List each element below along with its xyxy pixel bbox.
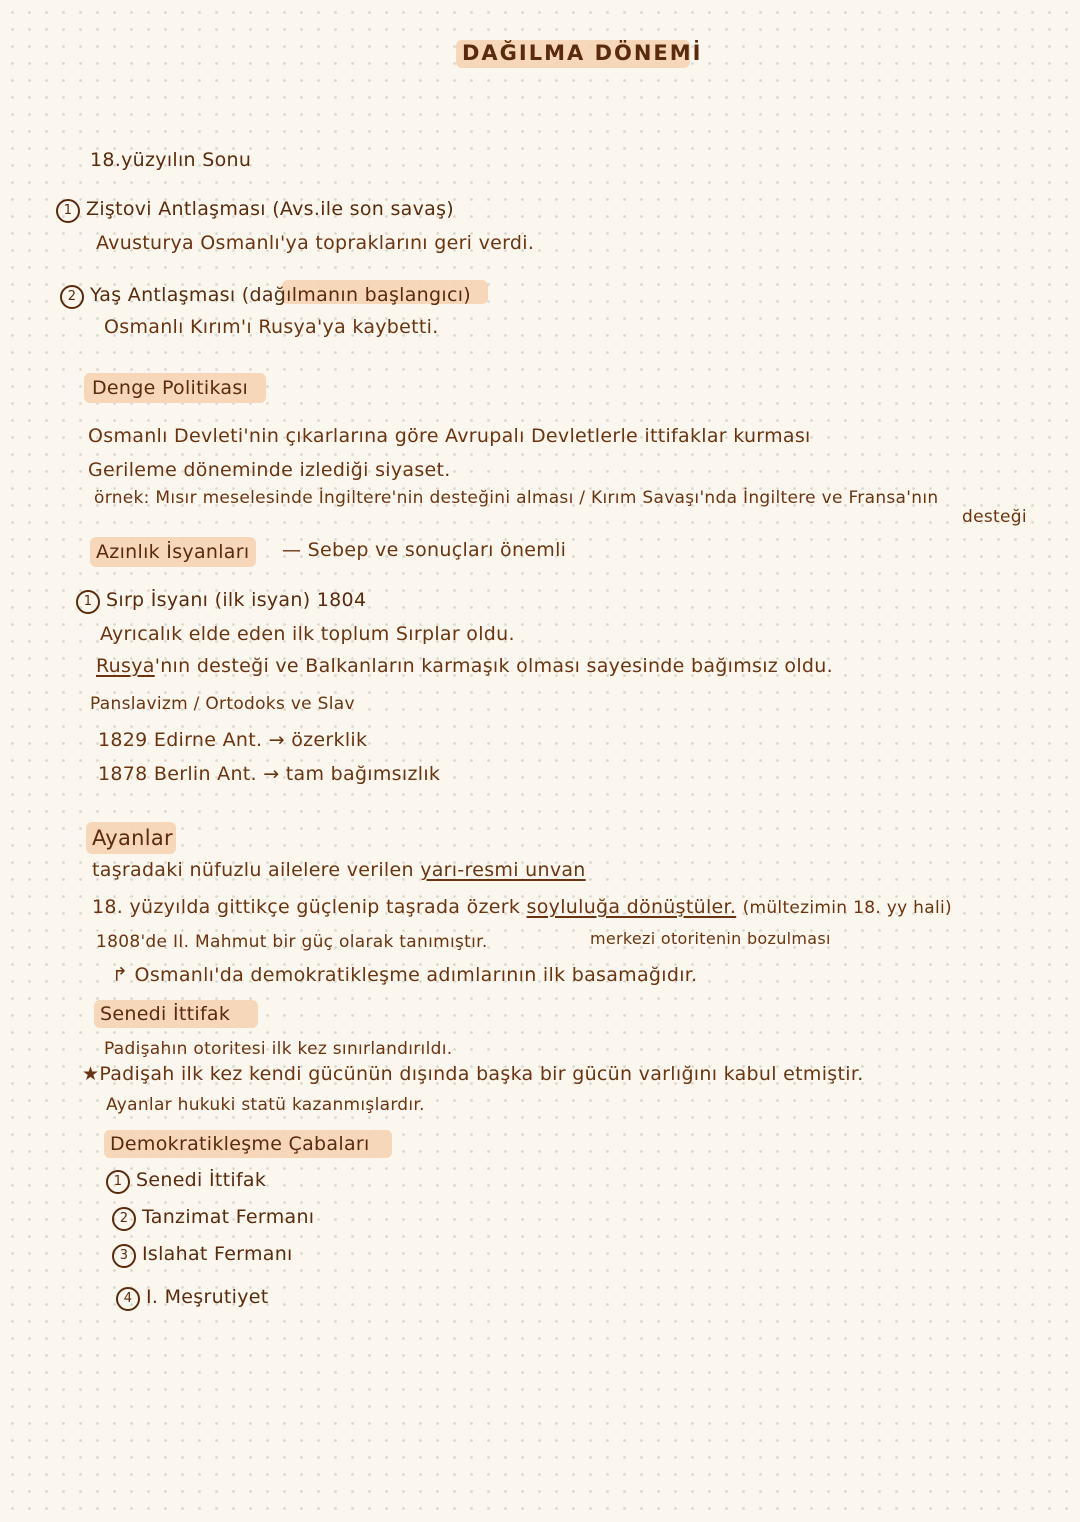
demokrat-item-2: 2 Tanzimat Fermanı [112, 1205, 314, 1231]
number-badge: 2 [112, 1207, 136, 1231]
yas-text: Osmanlı Kırım'ı Rusya'ya kaybetti. [104, 316, 439, 338]
sirp-title: 1 Sırp İsyanı (ilk isyan) 1804 [76, 588, 366, 614]
denge-line-2: Gerileme döneminde izlediği siyaset. [88, 459, 451, 481]
sirp-line-4: 1829 Edirne Ant. → özerklik [98, 729, 368, 751]
sirp-line-1: Ayrıcalık elde eden ilk toplum Sırplar oldu. [100, 623, 515, 645]
demokrat-heading: Demokratikleşme Çabaları [110, 1133, 370, 1155]
ayanlar-line-3-note: merkezi otoritenin bozulması [590, 929, 831, 948]
ayanlar-line-2: 18. yüzyılda gittikçe güçlenip taşrada özerk soyluluğa dönüştüler. (mültezimin 18. yy hali) [92, 896, 952, 918]
denge-heading: Denge Politikası [92, 377, 249, 399]
demokrat-item-1: 1 Senedi İttifak [106, 1168, 266, 1194]
ayanlar-line-1: taşradaki nüfuzlu ailelere verilen yarı-resmi unvan [92, 859, 586, 881]
page-title: DAĞILMA DÖNEMİ [462, 41, 703, 65]
senedi-line-2: ★Padişah ilk kez kendi gücünün dışında başka bir gücün varlığını kabul etmiştir. [82, 1063, 864, 1085]
intro-line: 18.yüzyılın Sonu [90, 149, 252, 171]
number-badge: 2 [60, 285, 84, 309]
sirp-line-2: Rusya'nın desteği ve Balkanların karmaşık olması sayesinde bağımsız oldu. [96, 655, 833, 677]
ayanlar-line-4: ↱ Osmanlı'da demokratikleşme adımlarının ilk basamağıdır. [112, 964, 698, 986]
yas-title: 2 Yaş Antlaşması (dağılmanın başlangıcı) [60, 283, 471, 309]
sirp-line-5: 1878 Berlin Ant. → tam bağımsızlık [98, 763, 441, 785]
ziştovi-title: 1 Ziştovi Antlaşması (Avs.ile son savaş) [56, 197, 454, 223]
number-badge: 1 [76, 590, 100, 614]
sirp-line-3: Panslavizm / Ortodoks ve Slav [90, 694, 355, 714]
number-badge: 4 [116, 1287, 140, 1311]
number-badge: 1 [56, 199, 80, 223]
ayanlar-heading: Ayanlar [92, 826, 173, 850]
ayanlar-line-3: 1808'de II. Mahmut bir güç olarak tanımıştır. [96, 932, 488, 952]
ziştovi-text: Avusturya Osmanlı'ya topraklarını geri verdi. [96, 232, 535, 254]
denge-line-1: Osmanlı Devleti'nin çıkarlarına göre Avrupalı Devletlerle ittifaklar kurması [88, 425, 811, 447]
azinlik-heading: Azınlık İsyanları [96, 541, 250, 563]
senedi-heading: Senedi İttifak [100, 1003, 231, 1025]
number-badge: 1 [106, 1170, 130, 1194]
number-badge: 3 [112, 1244, 136, 1268]
demokrat-item-4: 4 I. Meşrutiyet [116, 1285, 269, 1311]
senedi-line-1: Padişahın otoritesi ilk kez sınırlandırıldı. [104, 1039, 453, 1059]
senedi-line-3: Ayanlar hukuki statü kazanmışlardır. [106, 1095, 425, 1115]
azinlik-note: — Sebep ve sonuçları önemli [282, 539, 567, 561]
demokrat-item-3: 3 Islahat Fermanı [112, 1242, 293, 1268]
denge-line-4: desteği [962, 507, 1027, 527]
denge-line-3: örnek: Mısır meselesinde İngiltere'nin desteğini alması / Kırım Savaşı'nda İngiltere ve Fransa'nın [94, 488, 939, 508]
